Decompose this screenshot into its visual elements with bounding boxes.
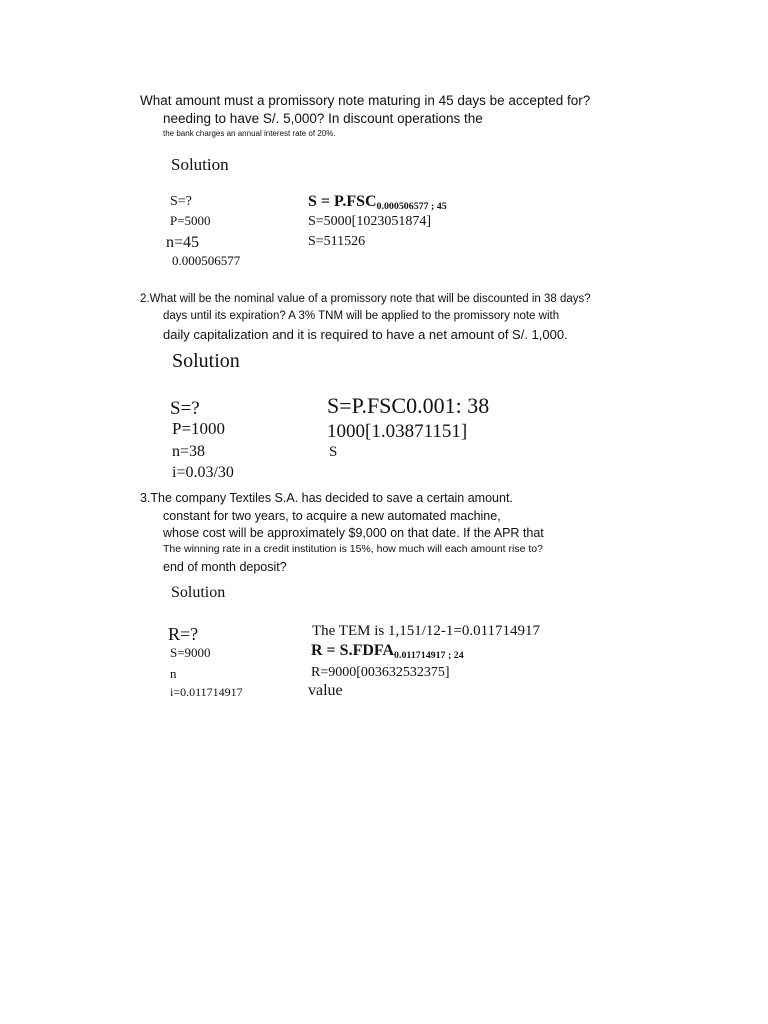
problem-1-line-3: the bank charges an annual interest rate of 20%. xyxy=(163,129,336,138)
problem-3-line-5: end of month deposit? xyxy=(163,560,287,574)
problem-2-solution-heading: Solution xyxy=(172,350,240,372)
problem-3-line-3: whose cost will be approximately $9,000 on that date. If the APR that xyxy=(163,526,544,540)
problem-1-line-2: needing to have S/. 5,000? In discount operations the xyxy=(163,111,483,126)
problem-2-given-p: P=1000 xyxy=(172,419,226,438)
problem-1-formula-sub: 0.000506577 ; 45 xyxy=(376,201,447,212)
problem-2-formula: S=P.FSC0.001: 38 xyxy=(327,393,490,418)
problem-1-formula-main: S = P.FSC xyxy=(308,193,377,210)
problem-1-formula xyxy=(308,193,447,212)
problem-3-tem-line: The TEM is 1,151/12-1=0.011714917 xyxy=(312,623,541,639)
problem-1-calc-1: S=5000[1023051874] xyxy=(308,214,432,229)
problem-3-given-i: i=0.011714917 xyxy=(170,685,243,699)
problem-1-line-1: What amount must a promissory note maturing in 45 days be accepted for? xyxy=(140,93,591,108)
problem-3-formula-main: R = S.FDFA xyxy=(311,642,395,659)
problem-2-calc-1: 1000[1.03871151] xyxy=(327,421,468,442)
problem-2-formula-clip xyxy=(327,393,505,421)
problem-2-given-s: S=? xyxy=(170,398,200,419)
problem-3-calc-2: value xyxy=(308,682,343,699)
problem-3-solution-heading: Solution xyxy=(171,584,226,601)
problem-1-given-rate: 0.000506577 xyxy=(172,253,241,268)
problem-1-given-n: n=45 xyxy=(166,234,200,251)
problem-3-given-s: S=9000 xyxy=(170,645,211,660)
problem-2-calc-2: S xyxy=(329,444,338,460)
problem-1-given-p: P=5000 xyxy=(170,213,211,228)
problem-3-line-1: 3.The company Textiles S.A. has decided to save a certain amount. xyxy=(140,491,513,505)
problem-1-calc-2: S=511526 xyxy=(308,234,366,249)
problem-3-formula-sub: 0.011714917 ; 24 xyxy=(394,650,464,661)
problem-3-given-n: n xyxy=(170,666,177,681)
problem-2-given-n: n=38 xyxy=(172,443,206,460)
problem-2-line-1: 2.What will be the nominal value of a promissory note that will be discounted in 38 days? xyxy=(140,293,591,305)
problem-2-given-i: i=0.03/30 xyxy=(172,464,234,481)
problem-3-given-r: R=? xyxy=(168,624,199,644)
problem-3-line-4: The winning rate in a credit institution is 15%, how much will each amount rise to? xyxy=(163,543,543,555)
problem-1-solution-heading: Solution xyxy=(171,155,229,174)
problem-3-line-2: constant for two years, to acquire a new automated machine, xyxy=(163,509,501,523)
problem-3-formula xyxy=(311,642,464,661)
problem-2-line-2: days until its expiration? A 3% TNM will be applied to the promissory note with xyxy=(163,310,560,322)
problem-3-calc-1: R=9000[003632532375] xyxy=(311,665,450,680)
problem-1-given-s: S=? xyxy=(170,194,192,209)
problem-2-line-3: daily capitalization and it is required to have a net amount of S/. 1,000. xyxy=(163,327,568,342)
